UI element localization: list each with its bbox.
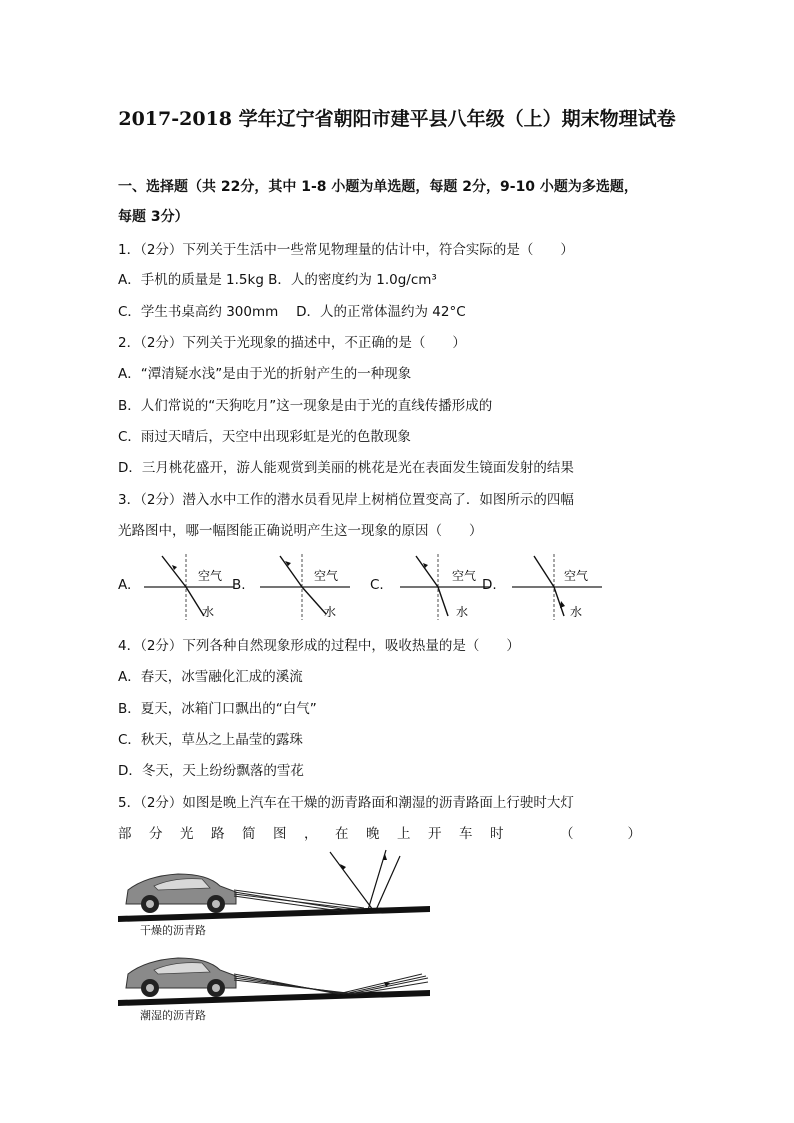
q3-diagram-c [394, 550, 492, 624]
q5-stem-cont: 部分光路简图，在晚上开车时 [118, 826, 521, 842]
q2-option-b: B．人们常说的“天狗吃月”这一现象是由于光的直线传播形成的 [118, 398, 493, 414]
q3-d-water-label: 水 [570, 605, 583, 619]
q3-b-air-label: 空气 [314, 569, 339, 583]
q2-option-d: D．三月桃花盛开，游人能观赏到美丽的桃花是光在表面发生镜面发射的结果 [118, 460, 574, 476]
q1-options-ab: A．手机的质量是 1.5kg B．人的密度约为 1.0g/cm³ [118, 272, 437, 288]
dry-road-caption: 干燥的沥青路 [140, 924, 206, 937]
dry-road-diagram [118, 846, 430, 930]
q3-c-air-label: 空气 [452, 569, 477, 583]
q3-stem: 3．（2分）潜入水中工作的潜水员看见岸上树梢位置变高了．如图所示的四幅 [118, 492, 574, 508]
q4-option-a: A．春天，冰雪融化汇成的溪流 [118, 669, 303, 685]
q3-option-a-label: A. [118, 577, 132, 593]
q1-stem: 1．（2分）下列关于生活中一些常见物理量的估计中，符合实际的是（ ） [118, 242, 574, 258]
q3-a-air-label: 空气 [198, 569, 223, 583]
q4-option-d: D．冬天，天上纷纷飘落的雪花 [118, 763, 304, 779]
q1-options-cd: C．学生书桌高约 300mm D．人的正常体温约为 42°C [118, 304, 466, 320]
q3-d-air-label: 空气 [564, 569, 589, 583]
q3-option-c-label: C. [370, 577, 384, 593]
q2-stem: 2．（2分）下列关于光现象的描述中，不正确的是（ ） [118, 335, 466, 351]
q3-b-water-label: 水 [324, 605, 337, 619]
q3-c-water-label: 水 [456, 605, 469, 619]
q4-stem: 4．（2分）下列各种自然现象形成的过程中，吸收热量的是（ ） [118, 638, 520, 654]
q3-diagram-b [254, 550, 352, 624]
q4-option-b: B．夏天，冰箱门口飘出的“白气” [118, 701, 317, 717]
q3-stem-cont: 光路图中，哪一幅图能正确说明产生这一现象的原因（ ） [118, 523, 483, 539]
section-heading: 一、选择题（共 22分，其中 1-8 小题为单选题，每题 2分，9-10 小题为多选题， [118, 179, 638, 195]
q3-diagram-d [506, 550, 604, 624]
q4-option-c: C．秋天，草丛之上晶莹的露珠 [118, 732, 303, 748]
q3-option-b-label: B. [232, 577, 246, 593]
car-dry-icon [126, 874, 236, 913]
q3-diagram-a [138, 550, 236, 624]
q2-option-c: C．雨过天晴后，天空中出现彩虹是光的色散现象 [118, 429, 411, 445]
wet-road-caption: 潮湿的沥青路 [140, 1009, 206, 1022]
section-heading-cont: 每题 3分） [118, 209, 189, 225]
q3-a-water-label: 水 [202, 605, 215, 619]
car-wet-icon [126, 958, 236, 997]
page-title: 2017-2018 学年辽宁省朝阳市建平县八年级（上）期末物理试卷 [118, 108, 676, 130]
wet-road-diagram [118, 930, 430, 1014]
q5-answer-paren: （ ） [560, 826, 641, 842]
q5-stem: 5．（2分）如图是晚上汽车在干燥的沥青路面和潮湿的沥青路面上行驶时大灯 [118, 795, 574, 811]
q3-option-d-label: D. [482, 577, 497, 593]
q2-option-a: A．“潭清疑水浅”是由于光的折射产生的一种现象 [118, 366, 412, 382]
